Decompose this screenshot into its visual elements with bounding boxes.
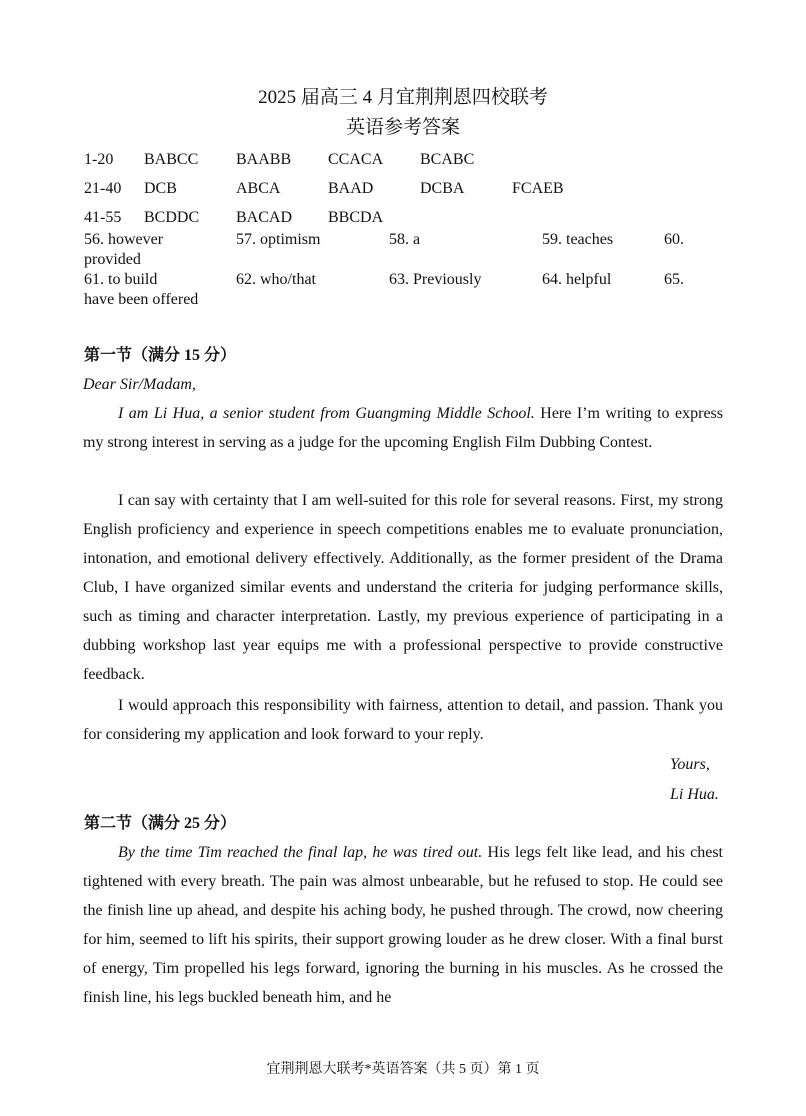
- story-paragraph: [83, 838, 723, 1012]
- fill-answer: 64. helpful: [542, 271, 612, 288]
- paragraph-text: His legs felt like lead, and his chest tightened with every breath. The pain was almost unbearable, but he refused to stop. He could see the finish line up ahead, and despite his aching body, he pushed through. The crowd, now cheering for him, seemed to lift his spirits, their support growing louder as he drew closer. With a final burst of energy, Tim propelled his legs forward, ignoring the burning in his muscles. As he crossed the finish line, his legs buckled beneath him, and he: [83, 844, 724, 1006]
- exam-title: 2025 届高三 4 月宜荆荆恩四校联考: [258, 87, 548, 108]
- answer-group: BACAD: [236, 209, 293, 226]
- fill-answer: 61. to build: [84, 271, 158, 288]
- answer-group: BCDDC: [144, 209, 200, 226]
- answer-group: BABCC: [144, 151, 199, 168]
- letter-signature: Li Hua.: [670, 786, 719, 803]
- answer-range: 21-40: [84, 180, 122, 197]
- fill-answer: 56. however: [84, 231, 164, 248]
- opening-sentence: By the time Tim reached the final lap, he was tired out.: [118, 844, 483, 861]
- fill-answer: 65.: [664, 271, 684, 288]
- answer-group: BAABB: [236, 151, 292, 168]
- answer-group: FCAEB: [512, 180, 564, 197]
- answer-group: CCACA: [328, 151, 384, 168]
- letter-paragraph-2: I can say with certainty that I am well-suited for this role for several reasons. First, my strong English proficiency and experience in speech competitions enables me to evaluate pronunciation, intonation, and emotional delivery effectively. Additionally, as the former president of the Drama Club, I have organized similar events and understand the criteria for judging performance skills, such as timing and character interpretation. Lastly, my previous experience of participating in a dubbing workshop last year equips me with a professional perspective to provide constructive feedback.: [83, 492, 723, 683]
- fill-answer-continued: provided: [84, 251, 141, 268]
- answer-group: DCBA: [420, 180, 465, 197]
- paragraph-text: Here I’m writing to express my strong interest in serving as a judge for the upcoming English Film Dubbing Contest.: [83, 405, 723, 451]
- answer-group: BAAD: [328, 180, 374, 197]
- fill-answer: 59. teaches: [542, 231, 614, 248]
- fill-answer-continued: have been offered: [84, 291, 199, 308]
- letter-paragraph-3: I would approach this responsibility with fairness, attention to detail, and passion. Thank you for considering my application and look forward to your reply.: [83, 697, 723, 743]
- page-footer: 宜荆荆恩大联考*英语答案（共 5 页）第 1 页: [266, 1062, 540, 1077]
- section-2-heading: 第二节（满分 25 分）: [84, 815, 237, 832]
- answer-key-subtitle: 英语参考答案: [345, 117, 460, 138]
- opening-sentence: I am Li Hua, a senior student from Guangming Middle School.: [118, 405, 535, 422]
- fill-answer: 58. a: [389, 231, 421, 248]
- answer-group: BCABC: [420, 151, 475, 168]
- fill-answer: 62. who/that: [236, 271, 316, 288]
- answer-group: ABCA: [236, 180, 281, 197]
- fill-answer: 60.: [664, 231, 684, 248]
- answer-range: 1-20: [84, 151, 114, 168]
- letter-salutation: Dear Sir/Madam,: [83, 376, 196, 393]
- fill-answer: 63. Previously: [389, 271, 482, 288]
- fill-answer: 57. optimism: [236, 231, 321, 248]
- section-1-heading: 第一节（满分 15 分）: [84, 347, 237, 364]
- answer-group: DCB: [144, 180, 177, 197]
- answer-range: 41-55: [84, 209, 122, 226]
- letter-paragraph-1: [83, 399, 723, 457]
- answer-group: BBCDA: [328, 209, 384, 226]
- letter-closing: Yours,: [670, 756, 710, 773]
